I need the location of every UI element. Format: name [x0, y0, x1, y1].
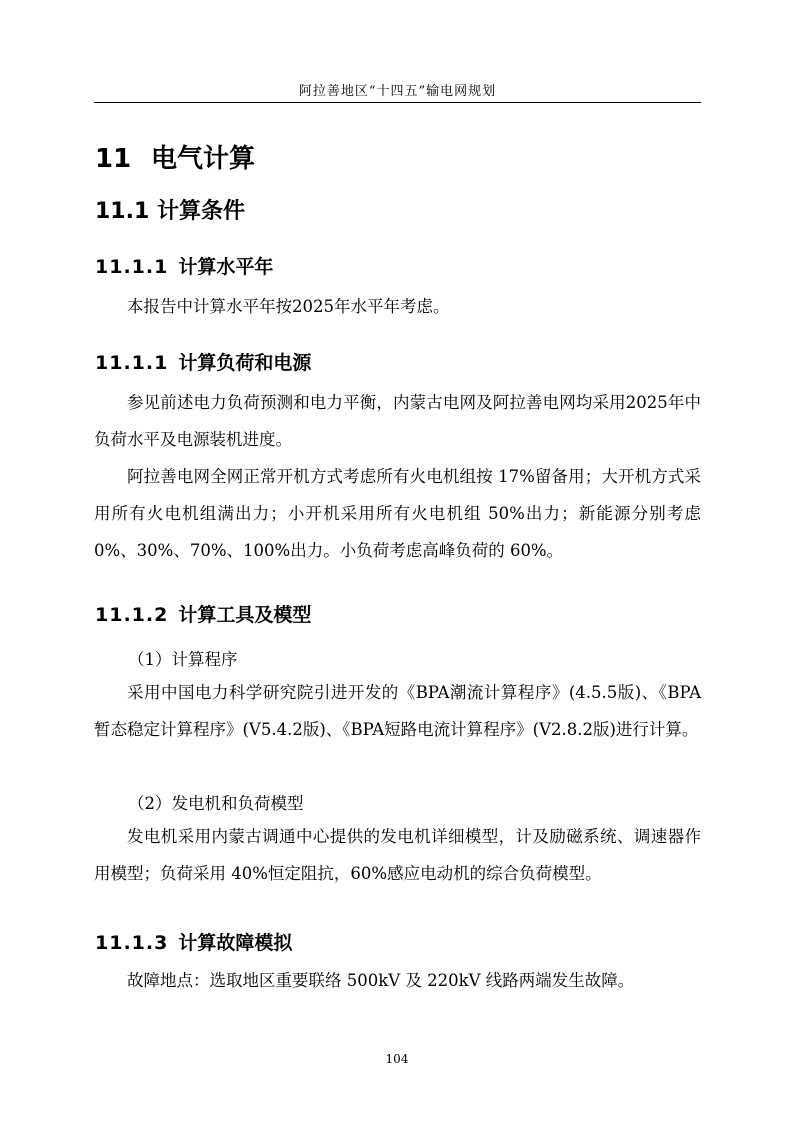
paragraph-tools-1: 采用中国电力科学研究院引进开发的《BPA潮流计算程序》(4.5.5版)、《BPA暂态稳定计算程序》(V5.4.2版)、《BPA短路电流计算程序》(V2.8.2版)进行计算。	[94, 683, 701, 739]
list-item-label-2: （2）发电机和负荷模型	[128, 794, 304, 813]
subsection-heading-tools	[95, 600, 311, 627]
subsection-heading-load	[95, 348, 311, 375]
subsection-heading-fault	[95, 928, 292, 955]
section-heading: 11.1 计算条件	[95, 199, 245, 224]
header-divider	[94, 102, 701, 103]
subsection-number: 11.1.1	[95, 256, 169, 278]
subsection-title: 计算负荷和电源	[178, 352, 312, 374]
paragraph-load-1: 参见前述电力负荷预测和电力平衡，内蒙古电网及阿拉善电网均采用2025年中负荷水平及电源装机进度。	[94, 393, 701, 449]
subsection-number: 11.1.3	[95, 932, 169, 954]
chapter-heading	[95, 138, 255, 175]
subsection-title: 计算故障模拟	[178, 932, 293, 954]
subsection-title: 计算水平年	[178, 256, 274, 278]
subsection-number: 11.1.2	[95, 604, 169, 626]
subsection-heading-level	[95, 252, 273, 279]
chapter-number: 11	[95, 144, 132, 174]
chapter-title: 电气计算	[151, 144, 256, 174]
paragraph-tools-2: 发电机采用内蒙古调通中心提供的发电机详细模型，计及励磁系统、调速器作用模型；负荷采用 40%恒定阻抗，60%感应电动机的综合负荷模型。	[94, 827, 701, 883]
paragraph-load-2: 阿拉善电网全网正常开机方式考虑所有火电机组按 17%留备用；大开机方式采用所有火电机组满出力；小开机采用所有火电机组 50%出力；新能源分别考虑 0%、30%、70%、100%出力。小负荷考虑高峰负荷的 60%。	[94, 467, 701, 560]
subsection-title: 计算工具及模型	[178, 604, 312, 626]
list-item-label-1: （1）计算程序	[128, 650, 238, 669]
subsection-number: 11.1.1	[95, 352, 169, 374]
paragraph-level: 本报告中计算水平年按2025年水平年考虑。	[127, 297, 450, 316]
page-number: 104	[385, 1052, 409, 1066]
paragraph-fault: 故障地点：选取地区重要联络 500kV 及 220kV 线路两端发生故障。	[127, 971, 635, 990]
running-header: 阿拉善地区“十四五”输电网规划	[298, 84, 497, 99]
